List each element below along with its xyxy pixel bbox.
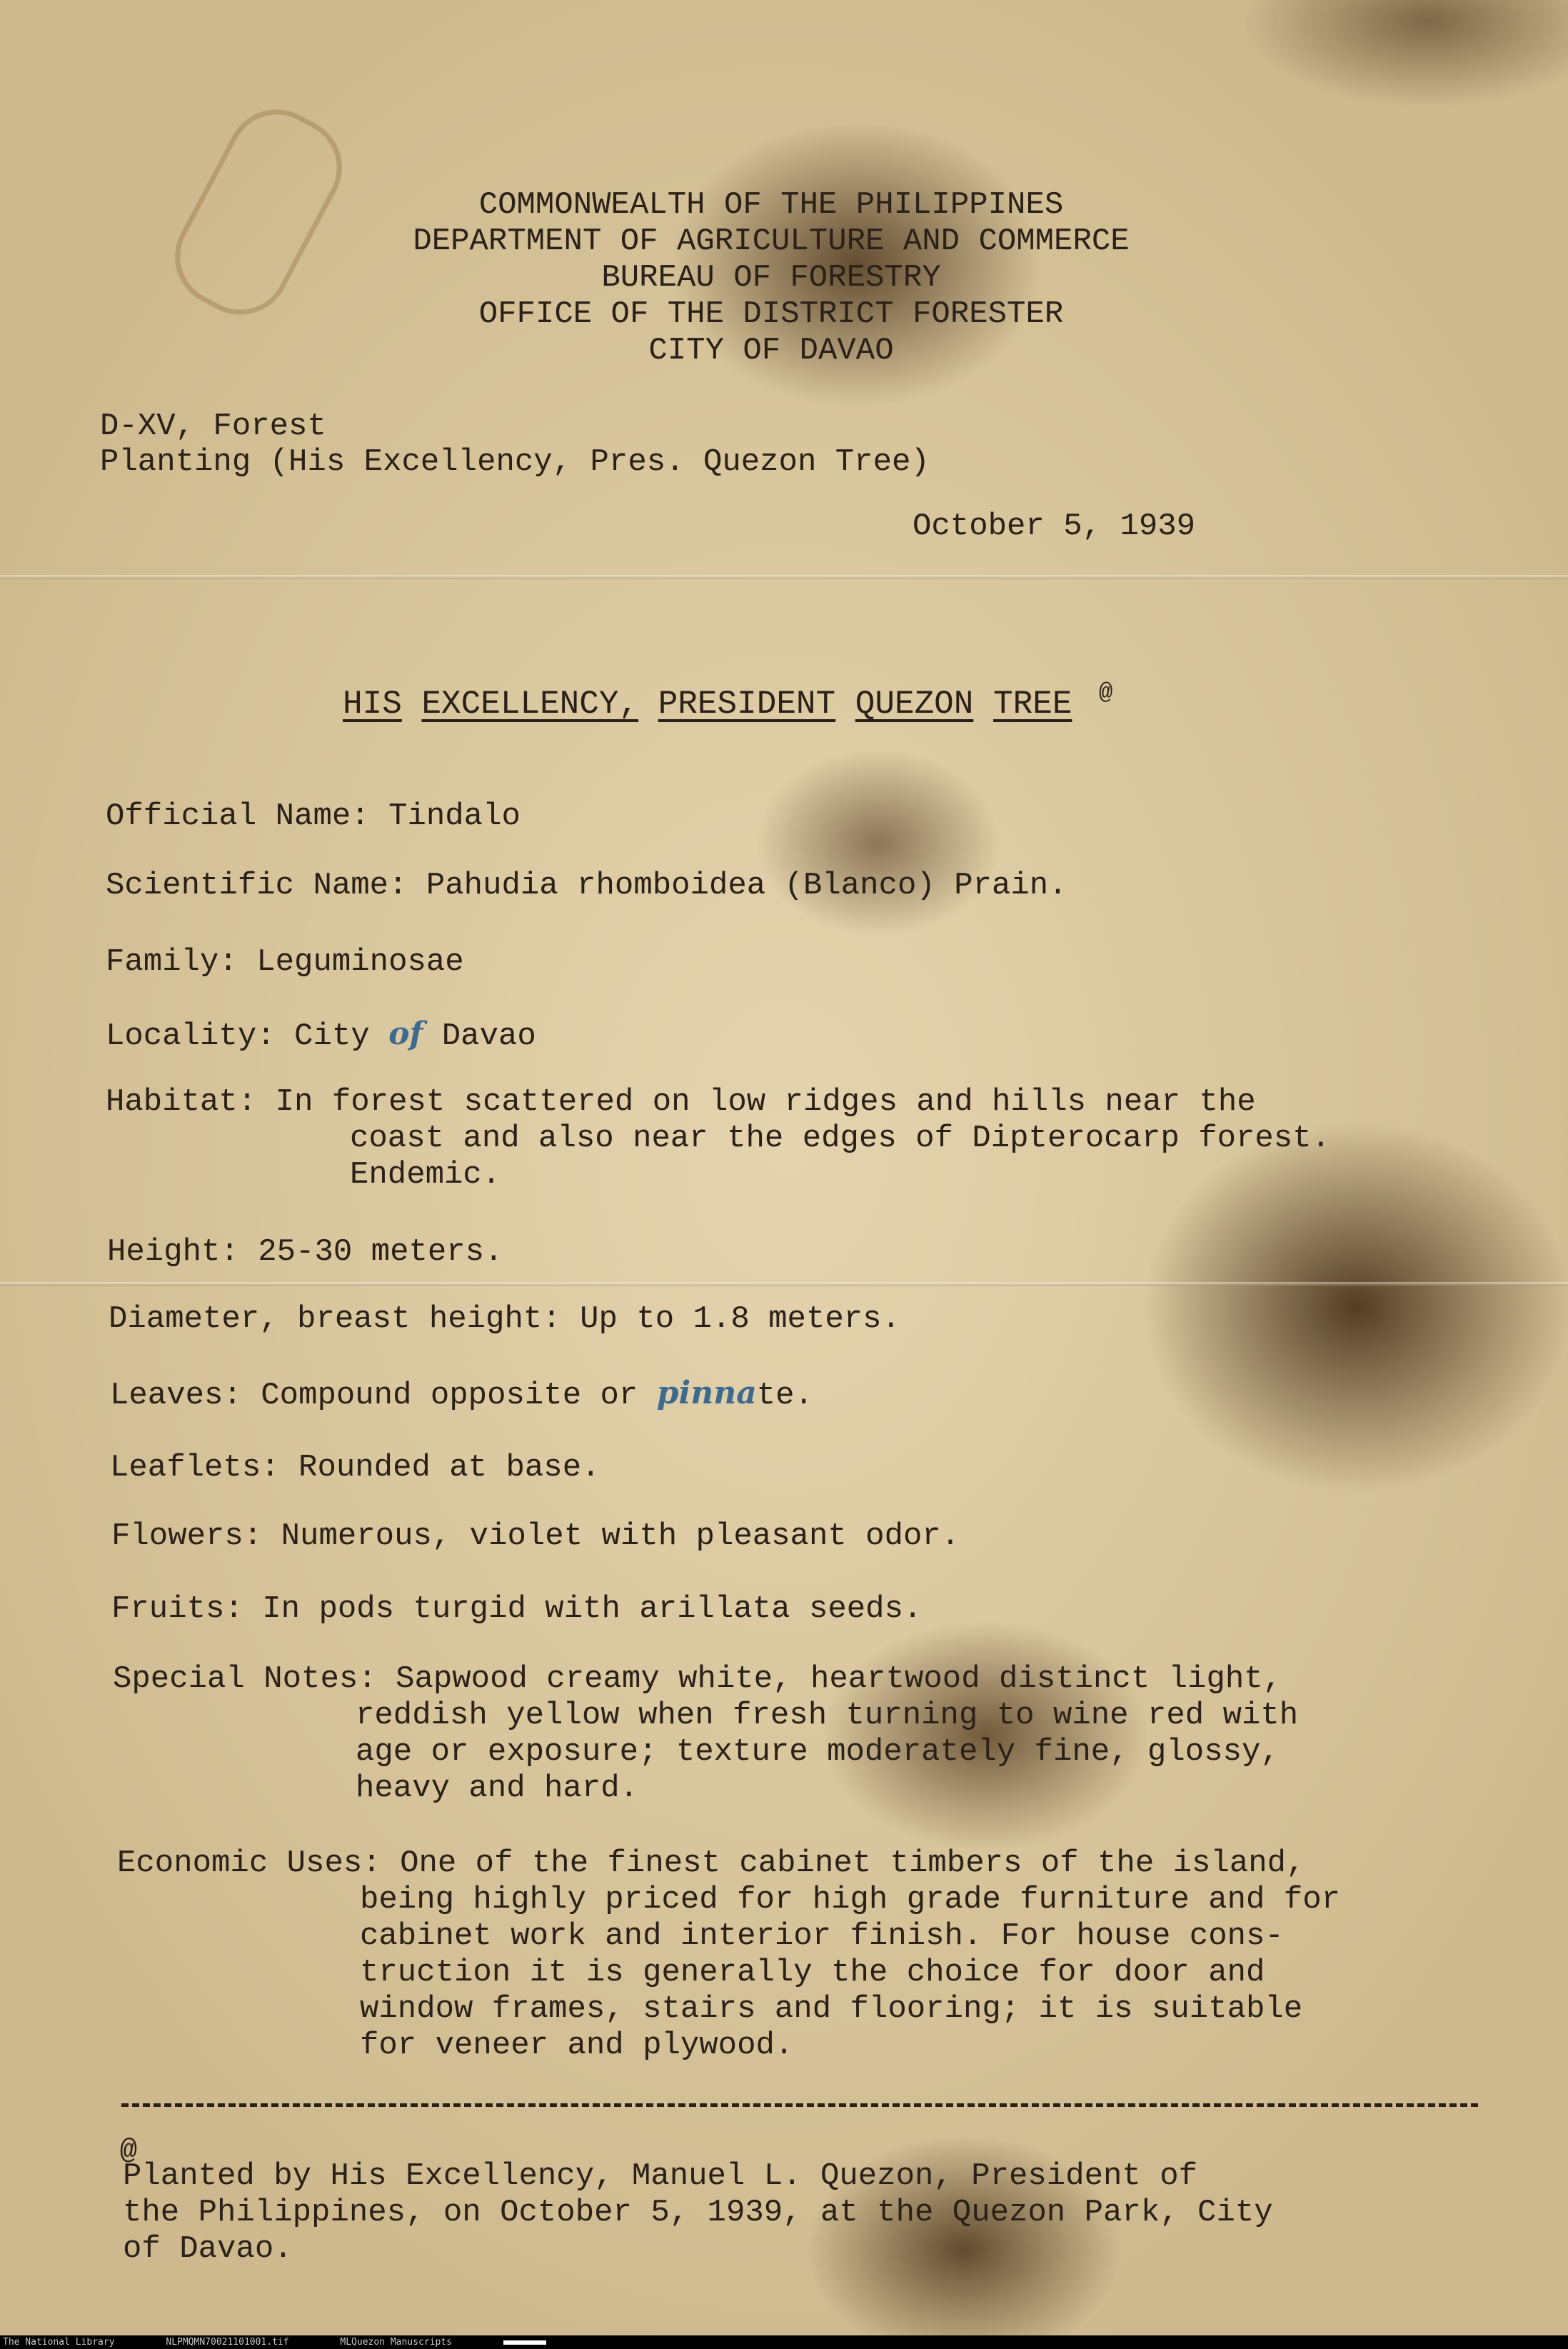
title-word: EXCELLENCY, bbox=[421, 686, 639, 723]
special-notes-line: Special Notes: Sapwood creamy white, heartwood distinct light, bbox=[113, 1661, 1282, 1697]
title-word: TREE bbox=[993, 686, 1072, 723]
field-economic-uses bbox=[117, 1845, 1340, 2064]
archive-collection: MLQuezon Manuscripts bbox=[340, 2337, 452, 2348]
economic-uses-line: Economic Uses: One of the finest cabinet timbers of the island, bbox=[117, 1845, 1305, 1881]
field-fruits: Fruits: In pods turgid with arillata seeds. bbox=[111, 1591, 923, 1627]
reference-line: Planting (His Excellency, Pres. Quezon Tree) bbox=[100, 444, 930, 480]
archive-strip bbox=[0, 2335, 1568, 2349]
field-leaflets: Leaflets: Rounded at base. bbox=[110, 1450, 600, 1486]
title-word: PRESIDENT bbox=[658, 686, 836, 723]
leaves-rest: te. bbox=[756, 1378, 813, 1413]
paper-fold bbox=[0, 575, 1568, 579]
leaves-label: Leaves: Compound opposite or bbox=[110, 1378, 638, 1413]
reference-line: D-XV, Forest bbox=[100, 409, 326, 444]
economic-uses-line: being highly priced for high grade furniture and for bbox=[360, 1882, 1341, 1918]
document-date: October 5, 1939 bbox=[913, 509, 1196, 544]
habitat-line: Endemic. bbox=[350, 1157, 501, 1193]
economic-uses-line: truction it is generally the choice for door and bbox=[360, 1955, 1265, 1990]
reference-block bbox=[100, 409, 930, 480]
letterhead-line: COMMONWEALTH OF THE PHILIPPINES bbox=[478, 187, 1064, 223]
locality-rest: Davao bbox=[441, 1018, 536, 1054]
document-title bbox=[343, 679, 1113, 723]
separator-line bbox=[121, 2103, 1478, 2107]
field-official-name: Official Name: Tindalo bbox=[106, 798, 521, 834]
special-notes-line: heavy and hard. bbox=[356, 1770, 639, 1806]
scale-bar bbox=[503, 2340, 546, 2345]
field-height: Height: 25-30 meters. bbox=[107, 1234, 503, 1270]
title-word: HIS bbox=[343, 686, 402, 723]
handwritten-correction: of bbox=[388, 1016, 423, 1052]
special-notes-line: reddish yellow when fresh turning to wine red with bbox=[356, 1698, 1299, 1733]
field-family: Family: Leguminosae bbox=[106, 944, 464, 980]
field-leaves bbox=[110, 1375, 813, 1414]
archive-library: The National Library bbox=[3, 2337, 115, 2348]
field-diameter: Diameter, breast height: Up to 1.8 meters. bbox=[109, 1301, 900, 1337]
title-word: QUEZON bbox=[855, 686, 974, 723]
field-special-notes bbox=[113, 1661, 1298, 1807]
economic-uses-line: for veneer and plywood. bbox=[360, 2028, 794, 2063]
field-scientific-name: Scientific Name: Pahudia rhomboidea (Blanco) Prain. bbox=[106, 868, 1067, 903]
letterhead bbox=[314, 187, 1228, 369]
field-habitat bbox=[106, 1084, 1330, 1193]
letterhead-line: DEPARTMENT OF AGRICULTURE AND COMMERCE bbox=[413, 224, 1130, 259]
field-locality bbox=[106, 1016, 536, 1055]
habitat-line: coast and also near the edges of Dipterocarp forest. bbox=[350, 1121, 1331, 1156]
paper-fold bbox=[0, 1282, 1568, 1286]
archive-file: NLPMQMN70021101001.tif bbox=[166, 2337, 289, 2348]
field-flowers: Flowers: Numerous, violet with pleasant odor. bbox=[111, 1518, 960, 1554]
special-notes-line: age or exposure; texture moderately fine, glossy, bbox=[356, 1734, 1280, 1770]
letterhead-line: OFFICE OF THE DISTRICT FORESTER bbox=[478, 296, 1064, 332]
footnote-text: Planted by His Excellency, Manuel L. Quezon, President of the Philippines, on October 5, 1939, at the Quezon Park, City of Davao. bbox=[123, 2158, 1273, 2267]
economic-uses-line: window frames, stairs and flooring; it is suitable bbox=[360, 1991, 1303, 2027]
footnote-marker: @ bbox=[1099, 679, 1113, 706]
footnote-mark: @ bbox=[120, 2135, 138, 2168]
locality-label: Locality: City bbox=[106, 1018, 370, 1054]
economic-uses-line: cabinet work and interior finish. For house cons- bbox=[360, 1918, 1284, 1954]
habitat-line: Habitat: In forest scattered on low ridges and hills near the bbox=[106, 1084, 1256, 1120]
handwritten-correction: pinna bbox=[656, 1375, 757, 1411]
letterhead-line: BUREAU OF FORESTRY bbox=[601, 260, 941, 296]
letterhead-line: CITY OF DAVAO bbox=[648, 333, 894, 369]
